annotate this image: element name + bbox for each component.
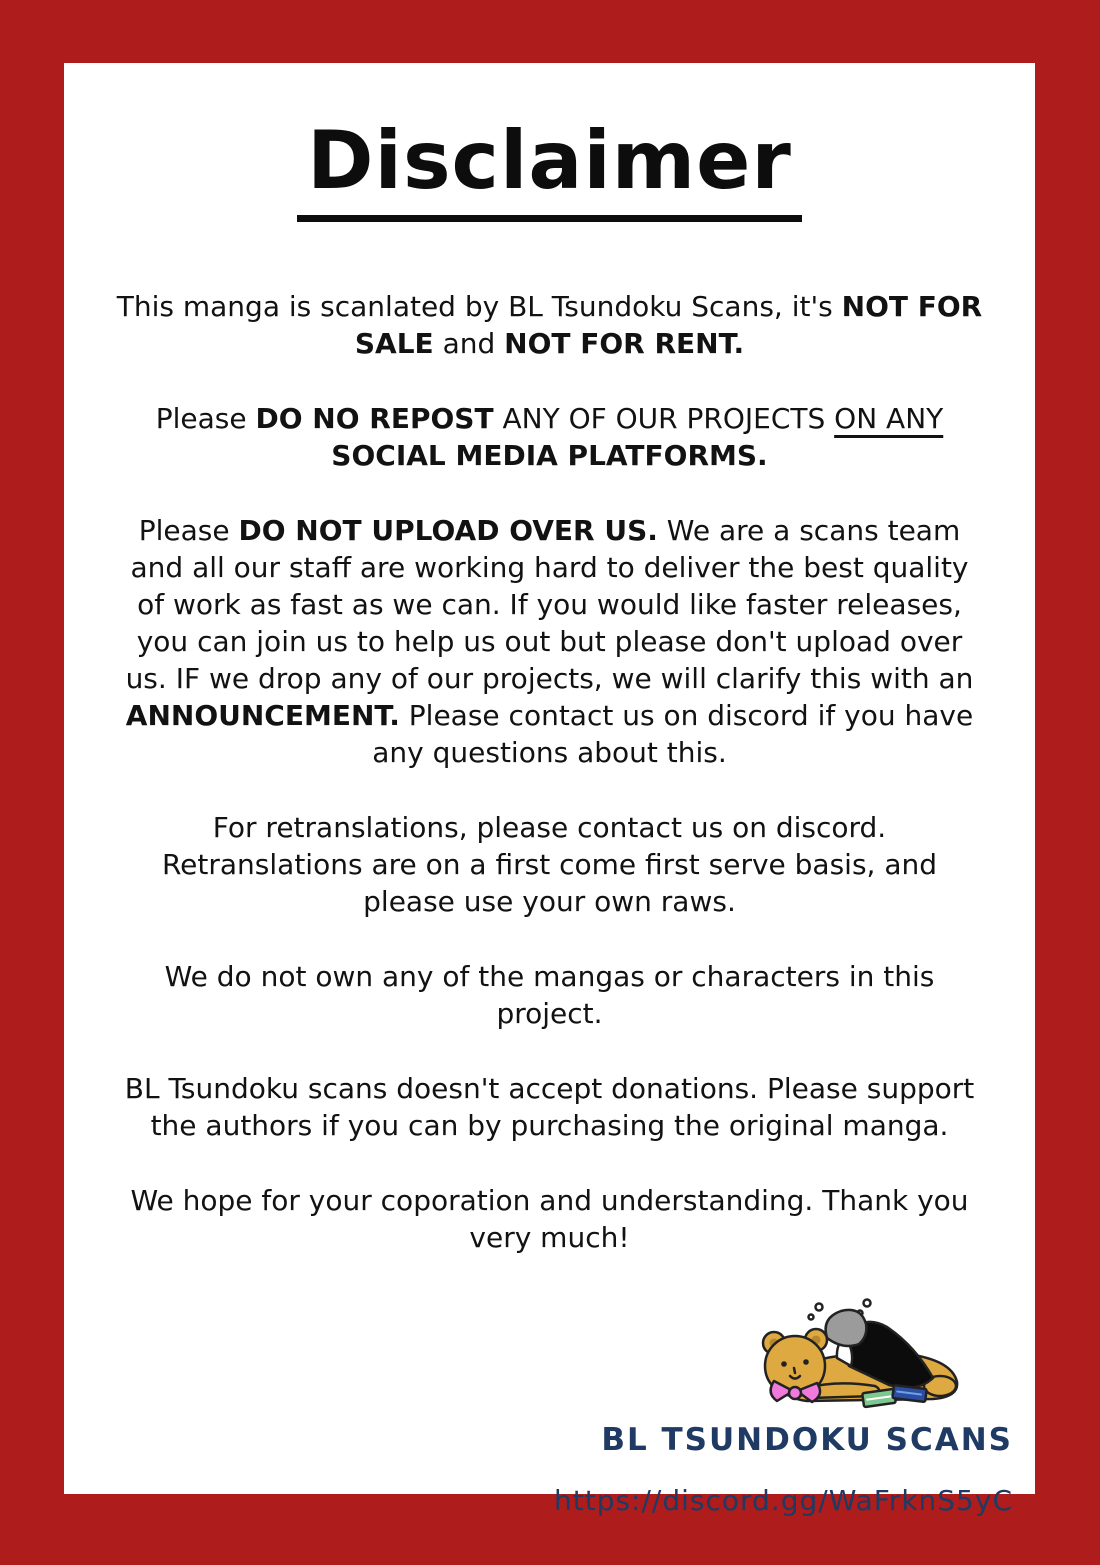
disclaimer-body <box>64 288 1035 1294</box>
paragraph-no-upload-over: Please DO NOT UPLOAD OVER US. We are a scans team and all our staff are working hard to deliver the best quality of work as fast as we can. If you would like faster releases, you can join us to help us out but please don't upload over us. IF we drop any of our projects, we will clarify this with an ANNOUNCEMENT. Please contact us on discord if you have any questions about this. <box>125 514 974 769</box>
paragraph-not-for-sale: This manga is scanlated by BL Tsundoku Scans, it's NOT FOR SALE and NOT FOR RENT. <box>116 290 983 360</box>
paragraph-ownership: We do not own any of the mangas or characters in this project. <box>164 960 935 1030</box>
paragraph-donations: BL Tsundoku scans doesn't accept donations. Please support the authors if you can by purchasing the original manga. <box>124 1072 975 1142</box>
paragraph-thanks: We hope for your coporation and understanding. Thank you very much! <box>130 1184 969 1254</box>
sleeping-bear-mascot-icon <box>747 1294 975 1412</box>
paragraph-no-repost: Please DO NO REPOST ANY OF OUR PROJECTS ON ANY SOCIAL MEDIA PLATFORMS. <box>155 402 944 472</box>
footer-credits <box>64 1294 1035 1565</box>
title-block <box>64 114 1035 222</box>
paragraph-retranslations: For retranslations, please contact us on discord. Retranslations are on a first come first serve basis, and please use your own raws. <box>161 811 938 918</box>
page-title: Disclaimer <box>297 121 802 222</box>
team-name: BL TSUNDOKU SCANS <box>601 1422 1013 1458</box>
discord-invite-url: https://discord.gg/WaFrknS5yC <box>553 1484 1013 1517</box>
disclaimer-sheet <box>64 63 1035 1517</box>
